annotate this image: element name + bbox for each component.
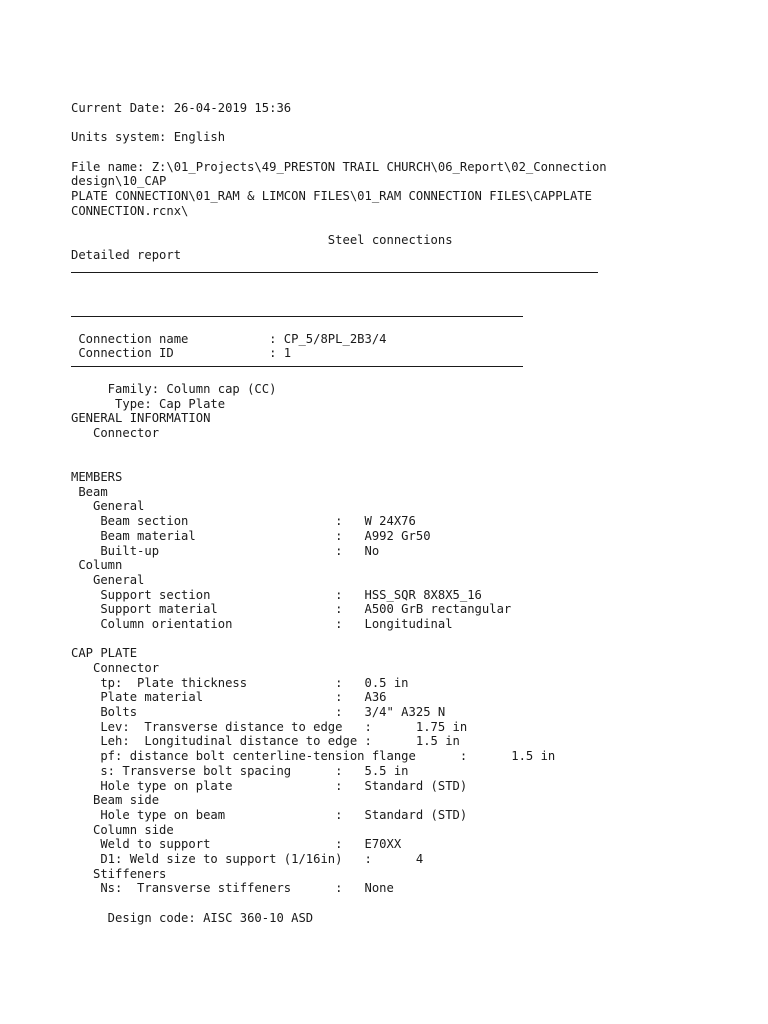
members-line: Beam section : W 24X76 bbox=[71, 514, 416, 529]
general-connector: Connector bbox=[71, 426, 160, 440]
family-line: Family: Column cap (CC) bbox=[71, 381, 277, 396]
report-page bbox=[71, 101, 751, 925]
members-line: General bbox=[71, 572, 145, 587]
members-line: Support section : HSS_SQR 8X8X5_16 bbox=[71, 587, 482, 602]
file-name-line-4: CONNECTION.rcnx\ bbox=[71, 203, 189, 218]
members-heading: MEMBERS bbox=[71, 470, 123, 485]
cap-plate-line: Stiffeners bbox=[71, 866, 167, 881]
members-line: Beam bbox=[71, 484, 108, 499]
cap-plate-line: Column side bbox=[71, 822, 174, 837]
file-name-line-1: File name: Z:\01_Projects\49_PRESTON TRAIL CHURCH\06_Report\02_Connection bbox=[71, 159, 607, 174]
cap-plate-line: Lev: Transverse distance to edge : 1.75 in bbox=[71, 719, 468, 734]
cap-plate-line: s: Transverse bolt spacing : 5.5 in bbox=[71, 763, 409, 778]
cap-plate-line: Leh: Longitudinal distance to edge : 1.5 in bbox=[71, 734, 460, 749]
members-line: Built-up : No bbox=[71, 543, 380, 558]
cap-plate-line: Hole type on plate : Standard (STD) bbox=[71, 778, 468, 793]
report-type: Detailed report bbox=[71, 247, 182, 262]
cap-plate-line: Weld to support : E70XX bbox=[71, 837, 402, 852]
units-system: Units system: English bbox=[71, 130, 226, 145]
cap-plate-line: Ns: Transverse stiffeners : None bbox=[71, 881, 394, 896]
file-name-line-2: design\10_CAP bbox=[71, 174, 167, 189]
cap-plate-line: D1: Weld size to support (1/16in) : 4 bbox=[71, 851, 424, 866]
cap-plate-heading: CAP PLATE bbox=[71, 646, 138, 661]
current-date: Current Date: 26-04-2019 15:36 bbox=[71, 101, 292, 115]
cap-plate-line: tp: Plate thickness : 0.5 in bbox=[71, 675, 409, 690]
section-title: Steel connections bbox=[71, 233, 453, 248]
cap-plate-line: Plate material : A36 bbox=[71, 690, 387, 705]
cap-plate-line: pf: distance bolt centerline-tension flange : 1.5 in bbox=[71, 749, 556, 764]
members-line: Support material : A500 GrB rectangular bbox=[71, 602, 512, 617]
members-line: Beam material : A992 Gr50 bbox=[71, 528, 431, 543]
cap-plate-line: Connector bbox=[71, 661, 160, 675]
cap-plate-line: Hole type on beam : Standard (STD) bbox=[71, 807, 468, 822]
members-line: Column orientation : Longitudinal bbox=[71, 616, 453, 631]
members-line: Column bbox=[71, 558, 123, 573]
cap-plate-line: Bolts : 3/4" A325 N bbox=[71, 705, 446, 720]
general-info-heading: GENERAL INFORMATION bbox=[71, 411, 211, 426]
cap-plate-line: Beam side bbox=[71, 793, 160, 808]
type-line: Type: Cap Plate bbox=[71, 396, 226, 411]
connection-name: Connection name : CP_5/8PL_2B3/4 bbox=[71, 331, 387, 346]
file-name-line-3: PLATE CONNECTION\01_RAM & LIMCON FILES\01_RAM CONNECTION FILES\CAPPLATE bbox=[71, 189, 592, 204]
design-code: Design code: AISC 360-10 ASD bbox=[71, 910, 314, 925]
members-line: General bbox=[71, 499, 145, 514]
connection-id: Connection ID : 1 bbox=[71, 346, 292, 361]
